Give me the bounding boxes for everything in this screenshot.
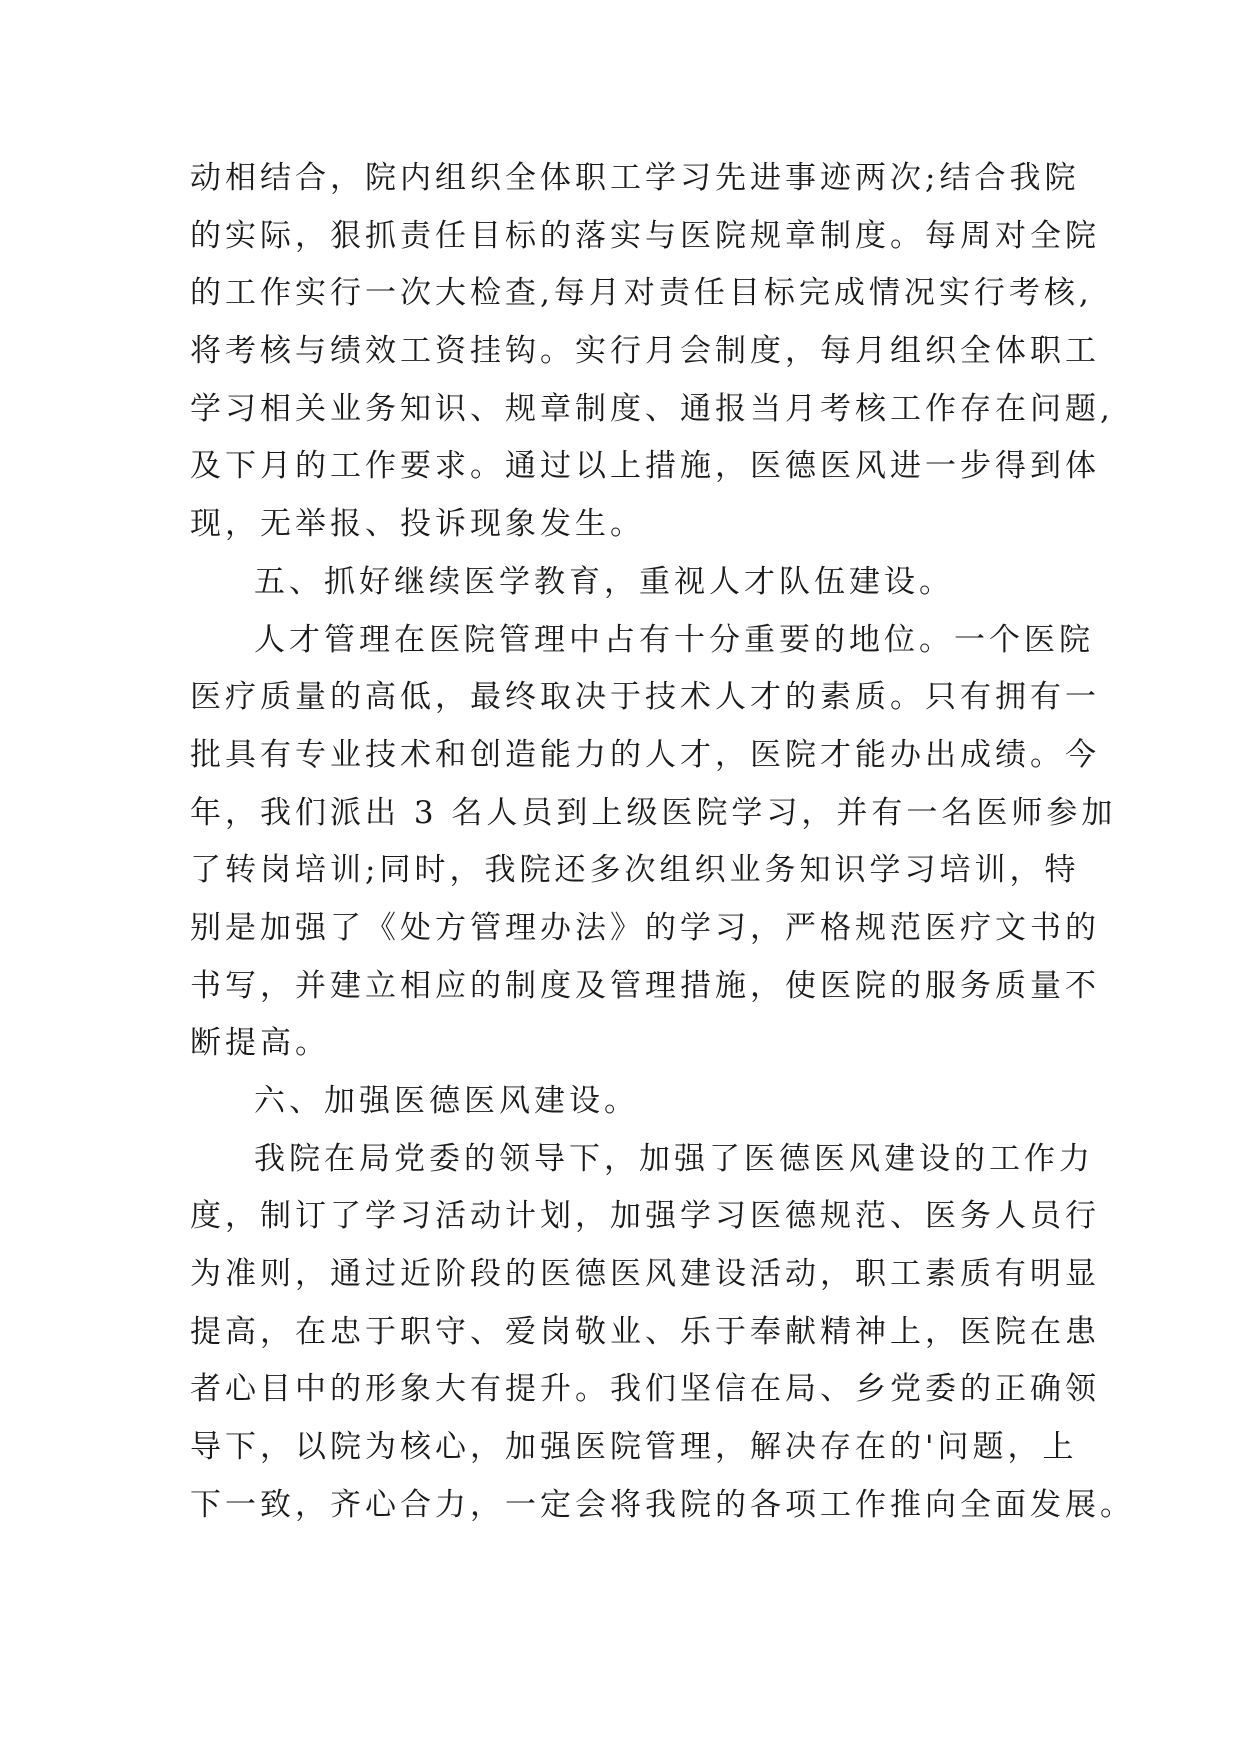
text-line: 批具有专业技术和创造能力的人才，医院才能办出成绩。今 xyxy=(190,736,1100,773)
text-line: 下一致，齐心合力，一定会将我院的各项工作推向全面发展。 xyxy=(190,1486,1135,1523)
text-line: 断提高。 xyxy=(190,1025,330,1062)
text-line: 度，制订了学习活动计划，加强学习医德规范、医务人员行 xyxy=(190,1198,1100,1235)
text-line: 医疗质量的高低，最终取决于技术人才的素质。只有拥有一 xyxy=(190,679,1100,716)
text-line: 将考核与绩效工资挂钩。实行月会制度，每月组织全体职工 xyxy=(190,333,1100,370)
text-line: 人才管理在医院管理中占有十分重要的地位。一个医院 xyxy=(254,621,1094,658)
text-line: 提高，在忠于职守、爱岗敬业、乐于奉献精神上，医院在患 xyxy=(190,1313,1100,1350)
document-body xyxy=(190,150,1135,1535)
text-line: 的实际，狠抓责任目标的落实与医院规章制度。每周对全院 xyxy=(190,217,1100,254)
text-line: 我院在局党委的领导下，加强了医德医风建设的工作力 xyxy=(254,1140,1094,1177)
text-line: 了转岗培训;同时，我院还多次组织业务知识学习培训，特 xyxy=(190,852,1080,889)
text-line: 别是加强了《处方管理办法》的学习，严格规范医疗文书的 xyxy=(190,909,1100,946)
text-line: 年，我们派出 3 名人员到上级医院学习，并有一名医师参加 xyxy=(190,794,1117,831)
text-line: 的工作实行一次大检查,每月对责任目标完成情况实行考核, xyxy=(190,275,1093,312)
text-line: 导下，以院为核心，加强医院管理，解决存在的'问题，上 xyxy=(190,1429,1078,1466)
text-line: 者心目中的形象大有提升。我们坚信在局、乡党委的正确领 xyxy=(190,1371,1100,1408)
text-line: 五、抓好继续医学教育，重视人才队伍建设。 xyxy=(254,563,954,600)
text-line: 学习相关业务知识、规章制度、通报当月考核工作存在问题, xyxy=(190,390,1114,427)
text-line: 现，无举报、投诉现象发生。 xyxy=(190,506,645,543)
text-line: 为准则，通过近阶段的医德医风建设活动，职工素质有明显 xyxy=(190,1256,1100,1293)
text-line: 书写，并建立相应的制度及管理措施，使医院的服务质量不 xyxy=(190,967,1100,1004)
text-line: 动相结合，院内组织全体职工学习先进事迹两次;结合我院 xyxy=(190,160,1080,196)
text-line: 六、加强医德医风建设。 xyxy=(254,1083,639,1119)
text-line: 及下月的工作要求。通过以上措施，医德医风进一步得到体 xyxy=(190,448,1100,485)
